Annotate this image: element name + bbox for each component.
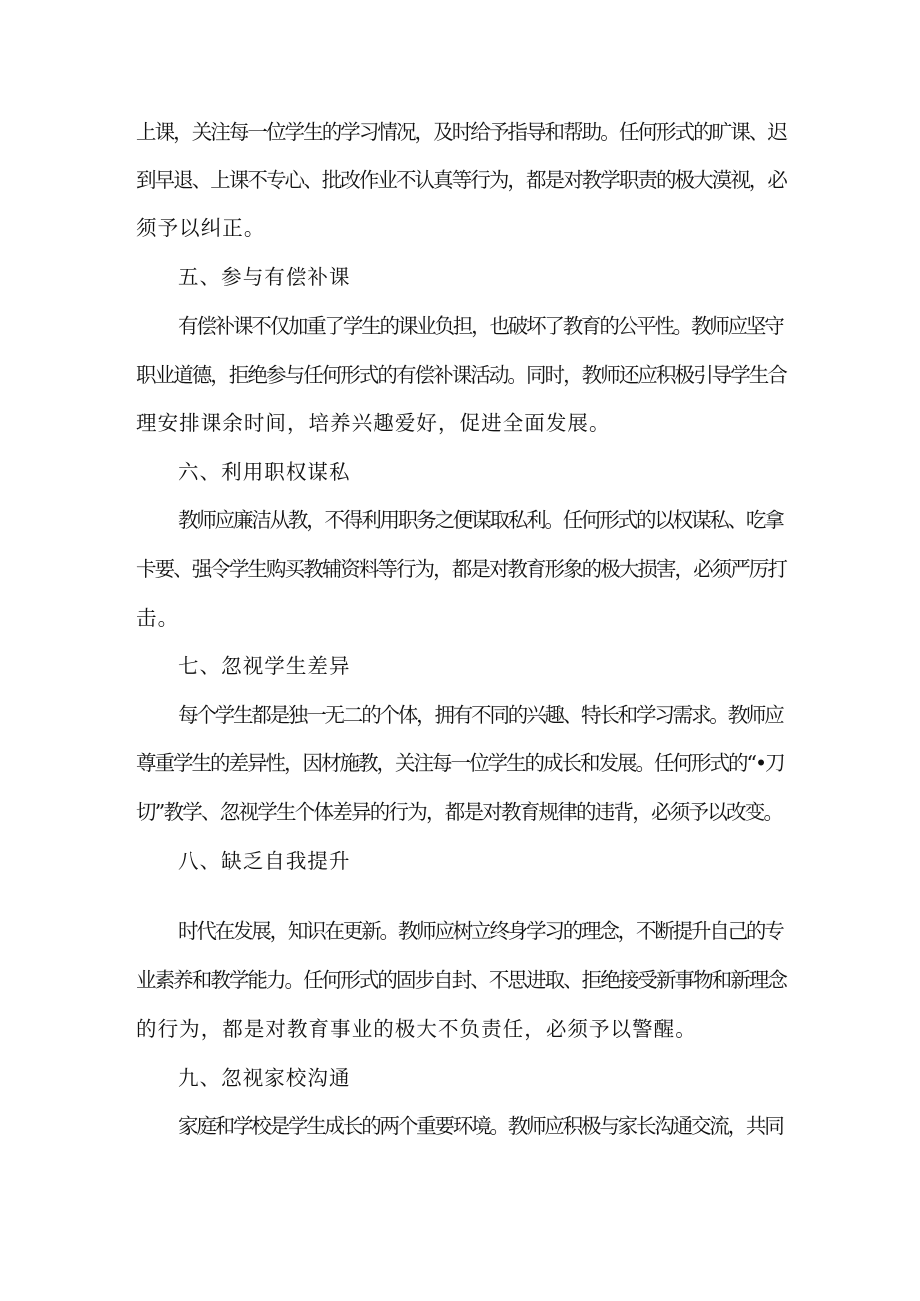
paragraph-line: 时代在发展，知识在更新。教师应树立终身学习的理念，不断提升自己的专 [178,919,783,943]
paragraph-line: 职业道德，拒绝参与任何形式的有偿补课活动。同时，教师还应积极引导学生合 [136,363,786,387]
paragraph-line: 须予以纠正。 [136,216,266,240]
paragraph-line: 的行为，都是对教育事业的极大不负责任，必须予以警醒。 [136,1017,697,1041]
section-heading: 六、利用职权谋私 [178,460,351,484]
paragraph-line: 每个学生都是独一无二的个体，拥有不同的兴趣、特长和学习需求。教师应 [178,703,783,727]
paragraph-line: 上课，关注每一位学生的学习情况，及时给予指导和帮助。任何形式的旷课、迟 [136,120,786,144]
paragraph-line: 尊重学生的差异性，因材施教，关注每一位学生的成长和发展。任何形式的“•刀 [136,751,784,775]
paragraph-line: 教师应廉洁从教，不得利用职务之便谋取私利。任何形式的以权谋私、吃拿 [178,508,783,532]
section-heading: 五、参与有偿补课 [178,265,351,289]
paragraph-line: 业素养和教学能力。任何形式的固步自封、不思进取、拒绝接受新事物和新理念 [136,968,786,992]
paragraph-line: 家庭和学校是学生成长的两个重要环境。教师应积极与家长沟通交流，共同 [178,1114,783,1138]
paragraph-line: 切”教学、忽视学生个体差异的行为，都是对教育规律的违背，必须予以改变。 [136,800,783,824]
paragraph-line: 理安排课余时间，培养兴趣爱好，促进全面发展。 [136,411,611,435]
section-heading: 八、缺乏自我提升 [178,849,351,873]
paragraph-line: 有偿补课不仅加重了学生的课业负担，也破坏了教育的公平性。教师应坚守 [178,314,783,338]
paragraph-line: 到早退、上课不专心、批改作业不认真等行为，都是对教学职责的极大漠视，必 [136,168,786,192]
paragraph-line: 击。 [136,606,180,630]
paragraph-line: 卡要、强令学生购买教辅资料等行为，都是对教育形象的极大损害，必须严厉打 [136,557,786,581]
section-heading: 九、忽视家校沟通 [178,1066,351,1090]
section-heading: 七、忽视学生差异 [178,654,351,678]
